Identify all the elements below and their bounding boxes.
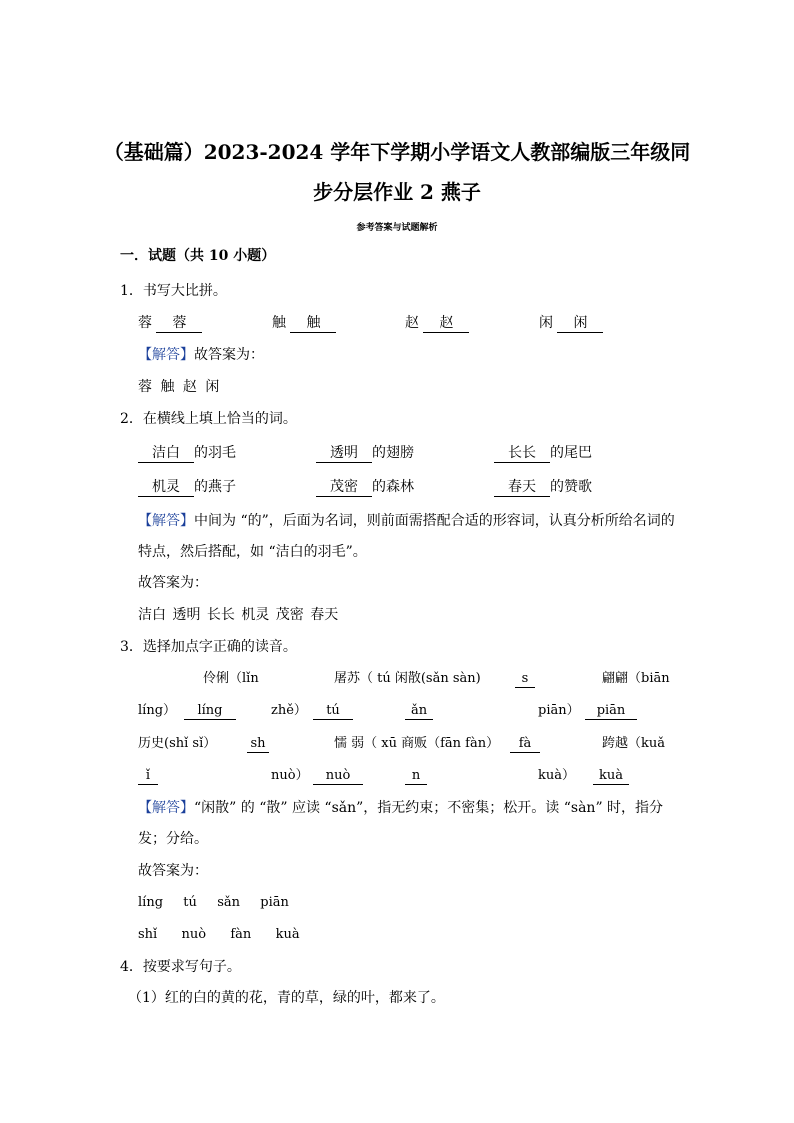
q2-answer: 机灵 <box>138 479 194 497</box>
analysis-text: 故答案为： <box>194 347 264 363</box>
q1-item-answer: 蓉 <box>156 315 202 333</box>
q3-analysis-line2: 发；分给。 <box>138 831 208 847</box>
q3-text: zhě） <box>271 703 307 718</box>
q2-noun: 的燕子 <box>194 479 236 495</box>
q2-answer: 透明 <box>316 445 372 463</box>
q3-answer: nuò <box>313 767 363 785</box>
q2-stem: 2．在横线上填上恰当的词。 <box>120 411 297 427</box>
q2-analysis-line2: 特点，然后搭配，如 “洁白的羽毛”。 <box>138 544 367 560</box>
q2-answer: 长长 <box>494 445 550 463</box>
q3-blank-tu <box>313 701 353 721</box>
q3-final-answer: nuò <box>181 927 207 942</box>
q3-answer-row2 <box>138 925 300 945</box>
doc-subtitle: 参考答案与试题解析 <box>356 223 438 233</box>
q2-row2-col3 <box>494 477 592 497</box>
analysis-tag: 【解答】 <box>138 513 194 529</box>
q2-analysis-line1 <box>138 511 675 531</box>
q1-item-4 <box>539 313 603 333</box>
q3-answer: ǐ <box>138 767 158 785</box>
q2-noun: 的尾巴 <box>550 445 592 461</box>
q3-final-answer: tú <box>183 895 197 910</box>
q3-text: nuò） <box>271 768 309 783</box>
q3-answer: fà <box>510 735 540 753</box>
q2-row1-col1 <box>138 443 236 463</box>
q3-answer: tú <box>313 702 353 720</box>
q3-text: líng） <box>138 703 177 718</box>
q3-answer-label: 故答案为： <box>138 863 208 879</box>
doc-title-line1: （基础篇）2023-2024 学年下学期小学语文人教部编版三年级同 <box>103 140 691 164</box>
q3-final-answer: sǎn <box>217 895 240 910</box>
q2-row2-col2 <box>316 477 414 497</box>
q1-item-answer: 触 <box>290 315 336 333</box>
q3-blank-pian <box>585 701 637 721</box>
q3-blank-shi2 <box>138 766 158 786</box>
q3-analysis-line1 <box>138 798 663 818</box>
q2-row1-col2 <box>316 443 414 463</box>
q3-blank-kua <box>593 766 629 786</box>
q3-final-answer: kuà <box>275 927 300 942</box>
q2-noun: 的森林 <box>372 479 414 495</box>
q3-item-pianpian: 翩翩（biān <box>602 671 670 686</box>
q2-answer: 春天 <box>494 479 550 497</box>
q1-item-1 <box>138 313 202 333</box>
q3-final-answer: líng <box>138 895 164 910</box>
analysis-text: 中间为 “的”，后面为名词，则前面需搭配合适的形容词，认真分析所给名词的 <box>194 513 675 529</box>
q3-blank-nuo <box>313 766 363 786</box>
q1-item-3 <box>405 313 469 333</box>
q3-answer: s <box>515 670 535 688</box>
q3-final-answer: piān <box>260 895 289 910</box>
q2-noun: 的赞歌 <box>550 479 592 495</box>
q1-answer-line: 蓉 触 赵 闲 <box>138 379 220 395</box>
analysis-tag: 【解答】 <box>138 347 194 363</box>
q3-blank-ling <box>184 701 236 721</box>
q1-item-char: 闲 <box>539 315 553 331</box>
doc-title-line2: 步分层作业 2 燕子 <box>313 180 481 204</box>
q3-blank-an <box>405 701 433 721</box>
q2-answer-line: 洁白 透明 长长 机灵 茂密 春天 <box>138 607 339 623</box>
q3-item-linli: 伶俐（lǐn <box>203 671 259 686</box>
q2-noun: 的翅膀 <box>372 445 414 461</box>
q1-stem: 1．书写大比拼。 <box>120 283 227 299</box>
q1-item-answer: 赵 <box>423 315 469 333</box>
q3-answer: n <box>405 767 427 785</box>
q2-noun: 的羽毛 <box>194 445 236 461</box>
q2-answer: 洁白 <box>138 445 194 463</box>
q4-sub1: （1）红的白的黄的花，青的草，绿的叶，都来了。 <box>128 990 445 1006</box>
q3-blank-san <box>515 669 535 689</box>
q3-blank-shi <box>247 734 269 754</box>
section-heading: 一．试题（共 10 小题） <box>120 248 276 264</box>
q3-answer: sh <box>247 735 269 753</box>
q2-row2-col1 <box>138 477 236 497</box>
analysis-text: “闲散” 的 “散” 应读 “sǎn”，指无约束；不密集；松开。读 “sàn” 时，指分 <box>194 800 664 816</box>
q1-item-char: 蓉 <box>138 315 152 331</box>
q1-item-2 <box>272 313 336 333</box>
q3-answer: kuà <box>593 767 629 785</box>
q3-final-answer: shǐ <box>138 927 158 942</box>
q3-item-kuayue: 跨越（kuǎ <box>602 736 666 751</box>
q3-answer: ǎn <box>405 702 433 720</box>
q3-item-lishi: 历史(shǐ sǐ） <box>138 736 217 751</box>
analysis-tag: 【解答】 <box>138 800 194 816</box>
q3-answer-row1 <box>138 893 289 913</box>
q3-answer: líng <box>184 702 236 720</box>
q2-answer-label: 故答案为： <box>138 575 208 591</box>
q3-text: piān） <box>538 703 580 718</box>
q3-final-answer: fàn <box>230 927 252 942</box>
q3-stem: 3．选择加点字正确的读音。 <box>120 639 297 655</box>
q3-text: kuà） <box>538 768 576 783</box>
q4-stem: 4．按要求写句子。 <box>120 959 241 975</box>
q2-answer: 茂密 <box>316 479 372 497</box>
q1-item-answer: 闲 <box>557 315 603 333</box>
q1-item-char: 赵 <box>405 315 419 331</box>
q3-blank-fan <box>510 734 540 754</box>
q2-row1-col3 <box>494 443 592 463</box>
q1-analysis <box>138 345 264 365</box>
q3-item-nuoruo: 懦 弱（ xū 商贩（fān fàn） <box>334 736 500 751</box>
q3-answer: piān <box>585 702 637 720</box>
q3-item-tusu: 屠苏（ tú 闲散(sǎn sàn) <box>334 671 481 686</box>
q3-blank-n <box>405 766 427 786</box>
q1-item-char: 触 <box>272 315 286 331</box>
